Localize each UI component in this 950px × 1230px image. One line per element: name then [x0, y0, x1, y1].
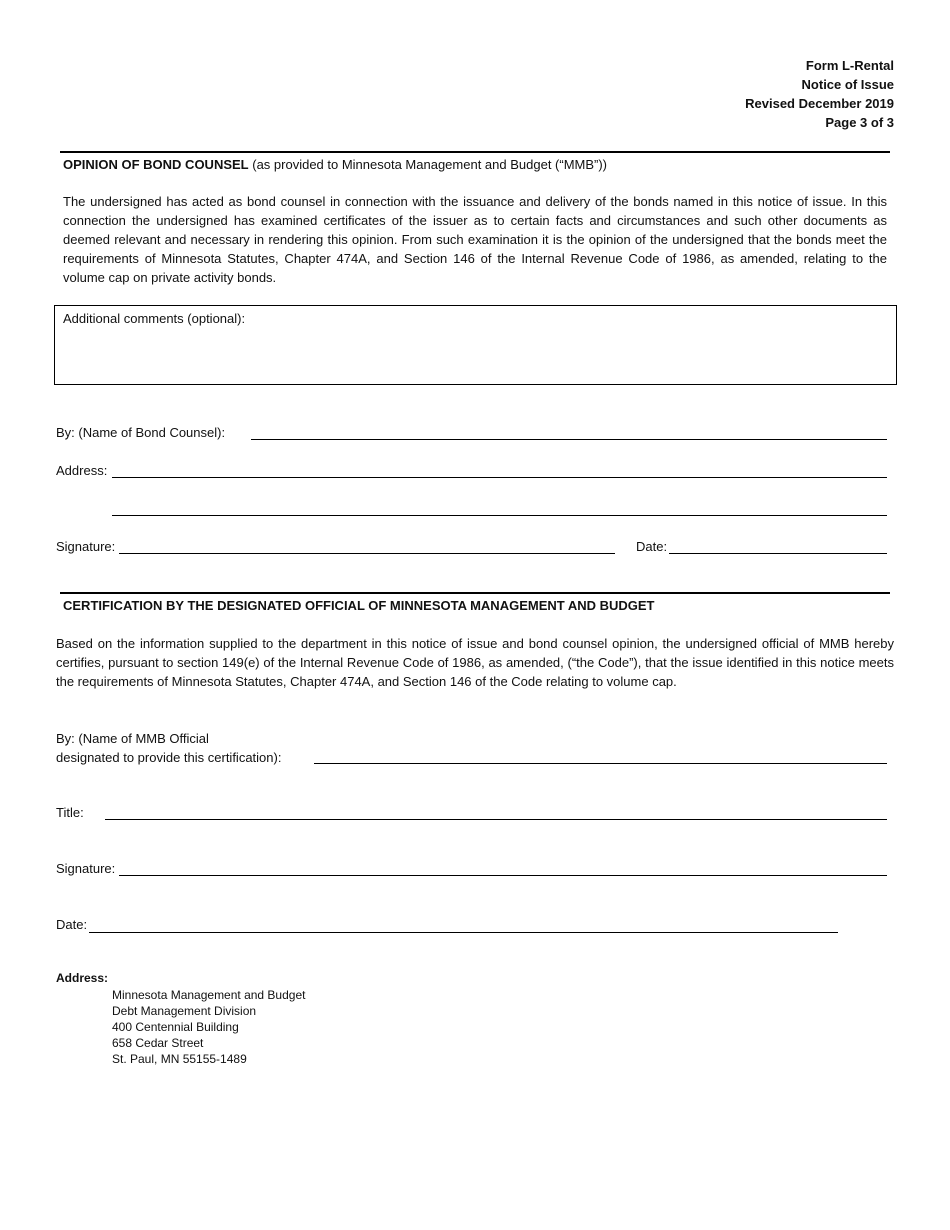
mailing-address-line: 658 Cedar Street — [112, 1036, 204, 1050]
additional-comments-box[interactable] — [54, 305, 897, 385]
mmb-official-label-line1: By: (Name of MMB Official — [56, 731, 209, 746]
opinion-title-bold: OPINION OF BOND COUNSEL — [63, 157, 249, 172]
bond-counsel-date-field[interactable] — [669, 540, 887, 554]
mmb-official-name-field[interactable] — [314, 750, 887, 764]
section-divider — [60, 592, 890, 594]
revision-date: Revised December 2019 — [745, 96, 894, 111]
mailing-address-line: 400 Centennial Building — [112, 1020, 239, 1034]
mmb-official-name-label — [56, 729, 281, 767]
mmb-date-label: Date: — [56, 917, 88, 932]
page-number: Page 3 of 3 — [825, 115, 894, 130]
mmb-date-field[interactable] — [89, 919, 838, 933]
mailing-address-line: St. Paul, MN 55155-1489 — [112, 1052, 247, 1066]
mailing-address-line: Debt Management Division — [112, 1004, 257, 1018]
additional-comments-value[interactable] — [63, 332, 888, 378]
mmb-title-field[interactable] — [105, 806, 887, 820]
mmb-official-label-line2: designated to provide this certification): — [56, 750, 282, 765]
bond-counsel-date-label: Date: — [636, 539, 668, 554]
bond-counsel-name-field[interactable] — [251, 426, 887, 440]
form-id: Form L-Rental — [805, 58, 894, 73]
bond-counsel-signature-field[interactable] — [119, 540, 615, 554]
certification-section-title: CERTIFICATION BY THE DESIGNATED OFFICIAL OF MINNESOTA MANAGEMENT AND BUDGET — [63, 598, 655, 613]
bond-counsel-signature-label: Signature: — [56, 539, 116, 554]
mmb-signature-field[interactable] — [119, 862, 887, 876]
mailing-address — [112, 987, 305, 1067]
section-divider — [60, 151, 890, 153]
form-subtitle: Notice of Issue — [801, 77, 894, 92]
mmb-title-label: Title: — [56, 805, 84, 820]
mailing-address-line: Minnesota Management and Budget — [112, 988, 306, 1002]
opinion-paragraph: The undersigned has acted as bond counsel in connection with the issuance and delivery of the bonds named in this notice of issue. In this connection the undersigned has examined certificates of the issuer as to certain facts and circumstances and such other documents as deemed relevant and necessary in rendering this opinion. From such examination it is the opinion of the undersigned that the bonds meet the requirements of Minnesota Statutes, Chapter 474A, and Section 146 of the Internal Revenue Code of 1986, as amended, relating to the volume cap on private activity bonds. — [63, 194, 887, 285]
additional-comments-label: Additional comments (optional): — [63, 311, 246, 326]
mailing-address-label: Address: — [56, 971, 109, 985]
certification-paragraph: Based on the information supplied to the department in this notice of issue and bond counsel opinion, the undersigned official of MMB hereby certifies, pursuant to section 149(e) of the Internal Revenue Code of 1986, as amended, (“the Code”), that the issue identified in this notice meets the requirements of Minnesota Statutes, Chapter 474A, and Section 146 of the Code relating to volume cap. — [56, 636, 894, 689]
bond-counsel-address-field-1[interactable] — [112, 464, 887, 478]
opinion-title-rest: (as provided to Minnesota Management and Budget (“MMB”)) — [248, 157, 608, 172]
bond-counsel-address-label: Address: — [56, 463, 108, 478]
opinion-section-title — [63, 157, 607, 172]
bond-counsel-name-label: By: (Name of Bond Counsel): — [56, 425, 226, 440]
bond-counsel-address-field-2[interactable] — [112, 502, 887, 516]
mmb-signature-label: Signature: — [56, 861, 116, 876]
form-header — [745, 56, 894, 132]
